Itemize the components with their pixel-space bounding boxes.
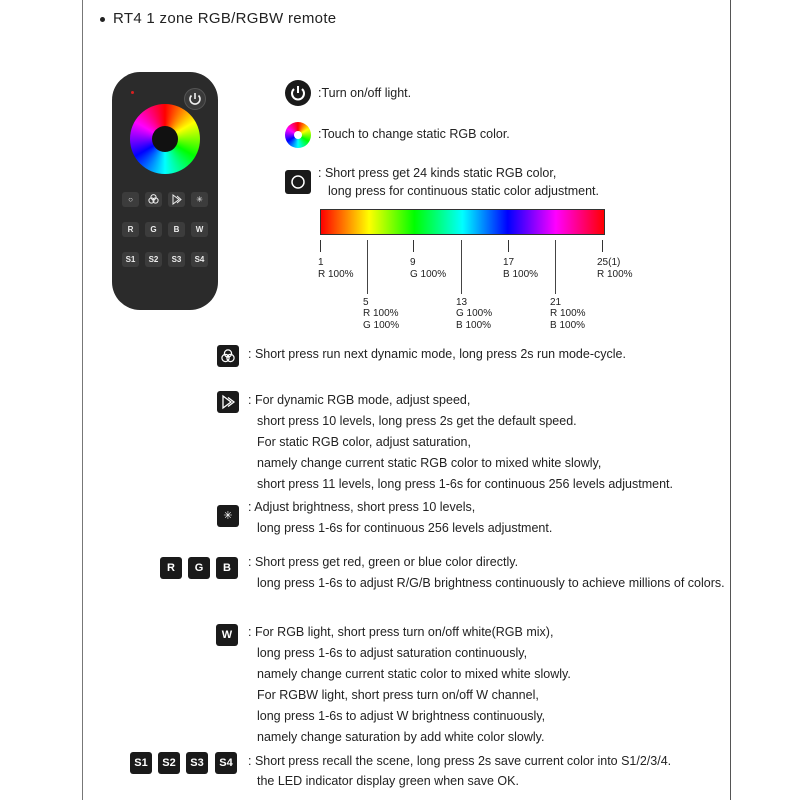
spectrum-label-21-l2: B 100% xyxy=(550,320,586,331)
color-wheel-description: :Touch to change static RGB color. xyxy=(318,127,510,141)
brightness-icon: ✳ xyxy=(217,505,239,527)
remote-key-s2: S2 xyxy=(145,252,162,267)
power-icon xyxy=(184,88,206,110)
w-description-2: long press 1-6s to adjust saturation continuously, xyxy=(257,646,528,660)
rgb-description-2: long press 1-6s to adjust R/G/B brightness continuously to achieve millions of colors. xyxy=(257,576,725,590)
spectrum-label-9-num: 9 xyxy=(410,257,416,268)
spectrum-label-9-val: G 100% xyxy=(410,269,447,280)
spectrum-label-21-l1: R 100% xyxy=(550,308,586,319)
key-s3-icon: S3 xyxy=(186,752,208,774)
key-g-icon: G xyxy=(188,557,210,579)
speed-description-5: short press 11 levels, long press 1-6s for continuous 256 levels adjustment. xyxy=(257,477,673,491)
speed-description-2: short press 10 levels, long press 2s get the default speed. xyxy=(257,414,577,428)
cycle-description-2: long press for continuous static color adjustment. xyxy=(328,184,599,198)
spectrum-label-25-num: 25(1) xyxy=(597,257,621,268)
scene-description-1: : Short press recall the scene, long press 2s save current color into S1/2/3/4. xyxy=(248,754,672,768)
power-icon xyxy=(285,80,311,106)
speed-description-1: : For dynamic RGB mode, adjust speed, xyxy=(248,393,471,407)
w-description-6: namely change saturation by add white color slowly. xyxy=(257,730,545,744)
cycle-icon: ○ xyxy=(122,192,139,207)
spectrum-label-5-l2: G 100% xyxy=(363,320,400,331)
color-wheel-icon xyxy=(130,104,200,174)
mode-icon xyxy=(217,345,239,367)
remote-key-b: B xyxy=(168,222,185,237)
speed-icon xyxy=(217,391,239,413)
cycle-icon xyxy=(285,170,311,194)
speed-description-4: namely change current static RGB color to mixed white slowly, xyxy=(257,456,602,470)
key-r-icon: R xyxy=(160,557,182,579)
w-description-1: : For RGB light, short press turn on/off white(RGB mix), xyxy=(248,625,554,639)
remote-key-s4: S4 xyxy=(191,252,208,267)
power-description: :Turn on/off light. xyxy=(318,86,412,100)
spectrum-label-17-num: 17 xyxy=(503,257,515,268)
speed-description-3: For static RGB color, adjust saturation, xyxy=(257,435,471,449)
key-s4-icon: S4 xyxy=(215,752,237,774)
page-title: RT4 1 zone RGB/RGBW remote xyxy=(100,10,336,27)
cycle-description-1: : Short press get 24 kinds static RGB color, xyxy=(318,166,557,180)
spectrum-label-13-l2: B 100% xyxy=(456,320,492,331)
led-indicator xyxy=(131,91,134,94)
w-description-5: long press 1-6s to adjust W brightness continuously, xyxy=(257,709,546,723)
speed-icon xyxy=(168,192,185,207)
remote-illustration xyxy=(112,72,218,310)
scene-description-2: the LED indicator display green when save OK. xyxy=(257,774,519,788)
spectrum-label-5-num: 5 xyxy=(363,297,369,308)
spectrum-label-17-val: B 100% xyxy=(503,269,539,280)
remote-key-g: G xyxy=(145,222,162,237)
remote-key-s1: S1 xyxy=(122,252,139,267)
rgb-description-1: : Short press get red, green or blue color directly. xyxy=(248,555,519,569)
right-border xyxy=(730,0,731,800)
key-s1-icon: S1 xyxy=(130,752,152,774)
brightness-icon: ✳ xyxy=(191,192,208,207)
remote-key-s3: S3 xyxy=(168,252,185,267)
w-description-4: For RGBW light, short press turn on/off W channel, xyxy=(257,688,539,702)
remote-key-r: R xyxy=(122,222,139,237)
brightness-description-1: : Adjust brightness, short press 10 levels, xyxy=(248,500,476,514)
left-border xyxy=(82,0,83,800)
remote-key-w: W xyxy=(191,222,208,237)
key-b-icon: B xyxy=(216,557,238,579)
brightness-description-2: long press 1-6s for continuous 256 levels adjustment. xyxy=(257,521,553,535)
color-spectrum-bar xyxy=(320,209,605,235)
key-w-icon: W xyxy=(216,624,238,646)
spectrum-label-13-l1: G 100% xyxy=(456,308,493,319)
spectrum-label-1-num: 1 xyxy=(318,257,324,268)
spectrum-label-25-val: R 100% xyxy=(597,269,633,280)
spectrum-label-5-l1: R 100% xyxy=(363,308,399,319)
spectrum-label-13-num: 13 xyxy=(456,297,468,308)
w-description-3: namely change current static color to mixed white slowly. xyxy=(257,667,571,681)
color-wheel-icon xyxy=(285,122,311,148)
key-s2-icon: S2 xyxy=(158,752,180,774)
mode-description: : Short press run next dynamic mode, long press 2s run mode-cycle. xyxy=(248,347,626,361)
mode-icon xyxy=(145,192,162,207)
spectrum-label-21-num: 21 xyxy=(550,297,562,308)
spectrum-label-1-val: R 100% xyxy=(318,269,354,280)
